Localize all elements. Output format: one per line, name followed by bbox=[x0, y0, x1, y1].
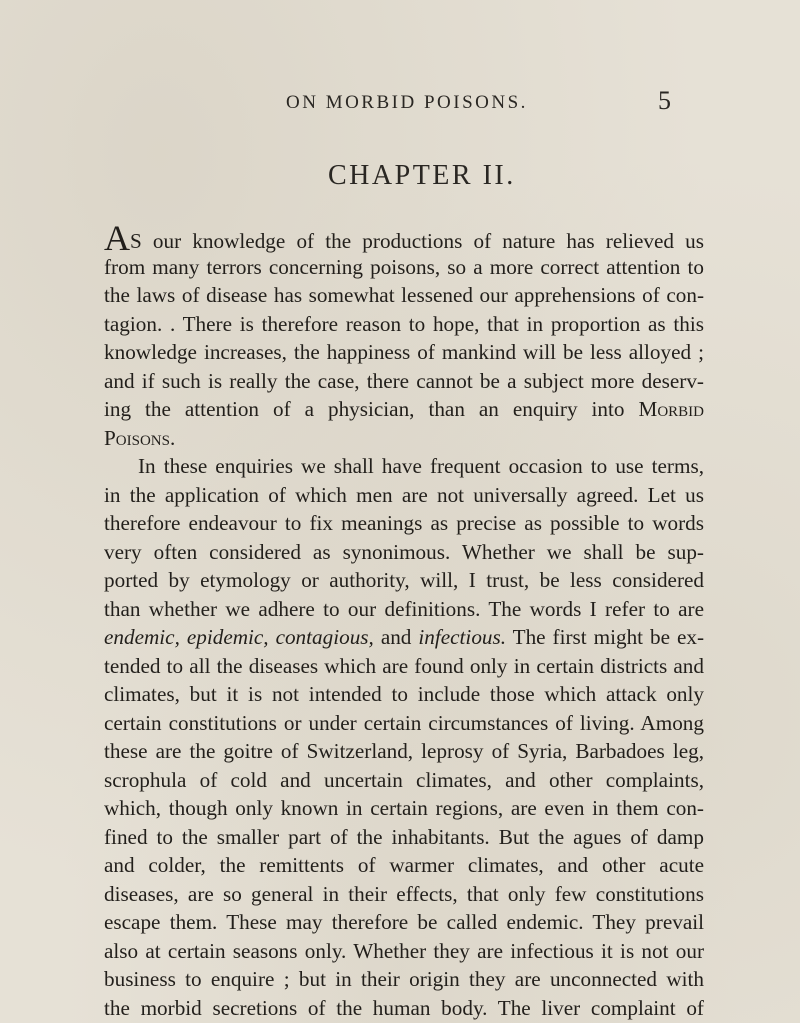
text-line: very often considered as synonimous. Whether we shall be sup- bbox=[104, 539, 704, 564]
text-line: climates, but it is not intended to include those which attack only bbox=[104, 682, 704, 706]
text-line: ported by etymology or authority, will, I trust, be less considered bbox=[104, 568, 704, 592]
text-line: these are the goitre of Switzerland, leprosy of Syria, Barbadoes leg, bbox=[104, 739, 704, 763]
running-title: ON MORBID POISONS. bbox=[286, 92, 528, 113]
text-line-content: ing the attention of a physician, than an enquiry into bbox=[104, 397, 639, 421]
text-line: business to enquire ; but in their origin they are unconnected with bbox=[104, 967, 704, 991]
text-line: scrophula of cold and uncertain climates, and other complaints, bbox=[104, 767, 704, 792]
text-line-content: The first might be ex- bbox=[506, 625, 705, 649]
text-line bbox=[104, 623, 704, 652]
text-line: in the application of which men are not universally agreed. Let us bbox=[104, 482, 704, 507]
text-line: tagion. . There is therefore reason to hope, that in proportion as this bbox=[104, 311, 704, 336]
text-line: and if such is really the case, there cannot be a subject more deserv- bbox=[104, 368, 704, 393]
text-line: therefore endeavour to fix meanings as precise as possible to words bbox=[104, 511, 704, 535]
text-line: and colder, the remittents of warmer climates, and other acute bbox=[104, 853, 704, 877]
smallcaps-text: Poisons. bbox=[104, 425, 176, 450]
text-line bbox=[104, 218, 704, 258]
text-line: escape them. These may therefore be called endemic. They prevail bbox=[104, 910, 704, 934]
text-line: also at certain seasons only. Whether they are infectious it is not our bbox=[104, 938, 704, 963]
text-line: from many terrors concerning poisons, so a more correct attention to bbox=[104, 254, 704, 279]
text-line bbox=[104, 395, 704, 424]
text-line: fined to the smaller part of the inhabitants. But the agues of damp bbox=[104, 824, 704, 849]
text-line: tended to all the diseases which are found only in certain districts and bbox=[104, 653, 704, 678]
text-line: knowledge increases, the happiness of mankind will be less alloyed ; bbox=[104, 340, 704, 364]
text-line-content: S our knowledge of the productions of nature has relieved us bbox=[130, 229, 704, 253]
text-line: the laws of disease has somewhat lessened our apprehensions of con- bbox=[104, 283, 704, 307]
text-line: the morbid secretions of the human body. The liver complaint of bbox=[104, 995, 704, 1020]
text-line: than whether we adhere to our definitions. The words I refer to are bbox=[104, 596, 704, 621]
paragraph-start-line: In these enquiries we shall have frequent occasion to use terms, bbox=[138, 454, 704, 478]
text-line: diseases, are so general in their effects, that only few constitutions bbox=[104, 881, 704, 906]
italic-term: infectious. bbox=[418, 625, 507, 649]
text-line: which, though only known in certain regions, are even in them con- bbox=[104, 796, 704, 820]
body-text bbox=[104, 218, 705, 1022]
text-line: certain constitutions or under certain circumstances of living. Among bbox=[104, 710, 704, 735]
text-line bbox=[104, 424, 704, 453]
page-number: 5 bbox=[658, 86, 671, 115]
italic-terms: endemic, epidemic, contagious, bbox=[104, 625, 374, 649]
drop-cap: A bbox=[104, 218, 130, 258]
smallcaps-text: Morbid bbox=[638, 397, 704, 421]
chapter-heading: CHAPTER II. bbox=[328, 160, 516, 191]
text-line-content: and bbox=[373, 625, 419, 649]
